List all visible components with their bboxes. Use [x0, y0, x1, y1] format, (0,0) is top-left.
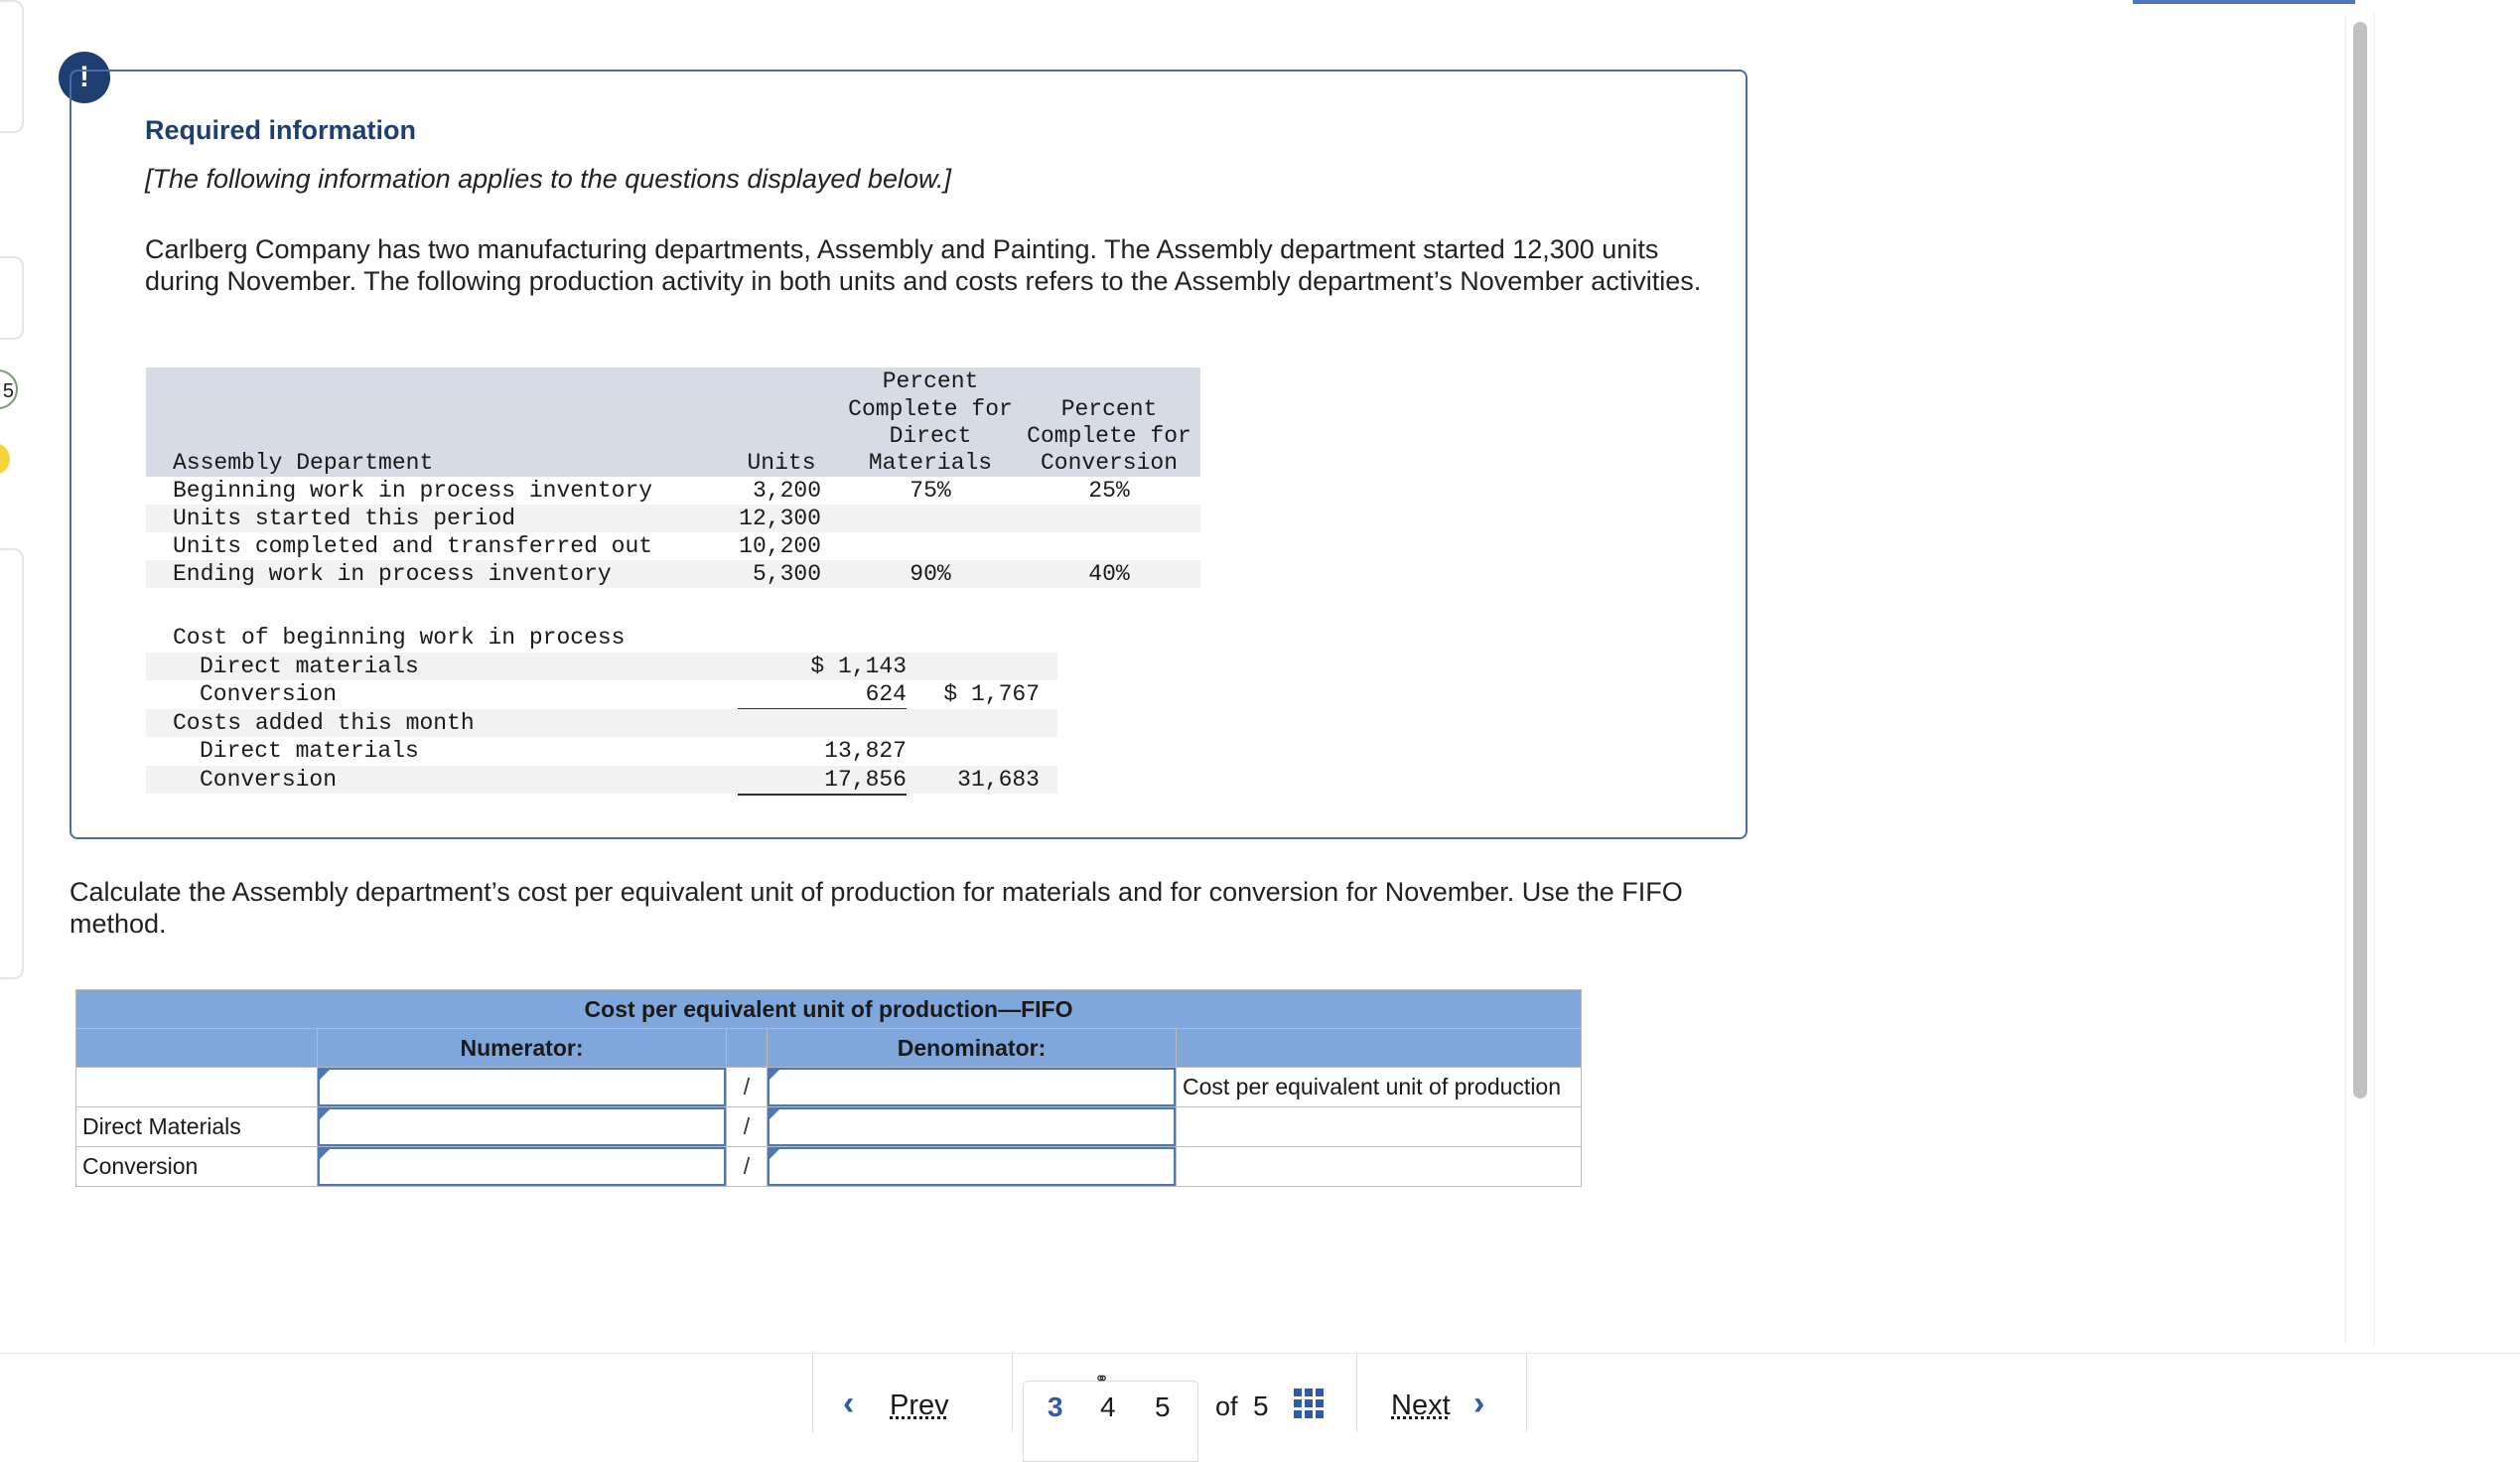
row-units: 5,300	[752, 561, 821, 587]
row-conv: 40%	[1088, 561, 1130, 587]
status-dot	[0, 443, 10, 475]
dm-denominator-input[interactable]	[768, 1107, 1176, 1146]
row-dm: 75%	[910, 478, 951, 504]
cost-label: Cost of beginning work in process	[173, 625, 626, 651]
answer-row-conversion	[76, 1147, 1582, 1187]
conv-denominator-input[interactable]	[768, 1147, 1176, 1186]
cost-row	[146, 680, 1057, 709]
row-label: Units started this period	[173, 506, 516, 531]
cost-row	[146, 737, 1057, 766]
cost-row	[146, 709, 1057, 738]
cost-label: Direct materials	[200, 738, 419, 764]
production-row	[146, 477, 1200, 505]
row-units: 3,200	[752, 478, 821, 504]
of-label: of	[1215, 1391, 1238, 1421]
dropdown-indicator-icon	[770, 1109, 779, 1119]
question-text: Calculate the Assembly department’s cost per equivalent unit of production for materials and for conversion for November. Use the FIFO method.	[70, 877, 1683, 939]
header-dept: Assembly Department	[173, 450, 434, 476]
slash: /	[727, 1107, 768, 1147]
page-4[interactable]: 4	[1100, 1391, 1116, 1422]
conv-numerator-cell	[318, 1147, 727, 1187]
denominator-label-cell	[768, 1068, 1177, 1107]
prev-button[interactable]	[812, 1353, 1013, 1432]
production-activity-table	[146, 367, 1200, 588]
page-5[interactable]: 5	[1155, 1391, 1171, 1422]
dm-numerator-cell	[318, 1107, 727, 1147]
total-pages: 5	[1253, 1390, 1269, 1421]
slash: /	[727, 1068, 768, 1107]
dm-denominator-cell	[768, 1107, 1177, 1147]
dropdown-indicator-icon	[320, 1149, 330, 1159]
row-label: Direct Materials	[76, 1107, 318, 1147]
alert-icon: !	[59, 52, 110, 103]
row-label: Beginning work in process inventory	[173, 478, 653, 504]
next-button[interactable]	[1356, 1353, 1527, 1432]
header-conv-line: Percent	[1060, 396, 1158, 422]
numerator-header: Numerator:	[318, 1029, 727, 1068]
cost-row	[146, 766, 1057, 795]
conv-result	[1177, 1147, 1582, 1187]
next-label: Next	[1391, 1389, 1451, 1421]
chevron-left-icon: ‹	[843, 1385, 855, 1422]
cost-label: Conversion	[200, 766, 338, 793]
top-tab-indicator	[2133, 0, 2355, 4]
slash-header	[727, 1029, 768, 1068]
sidebar-card	[0, 548, 24, 979]
row-dm: 90%	[910, 561, 951, 587]
cost-col1: 624	[738, 680, 907, 710]
footer-divider	[0, 1353, 2520, 1354]
question-number-badge[interactable]: 5	[0, 369, 18, 409]
production-row	[146, 532, 1200, 560]
production-table-header	[146, 367, 1200, 477]
denominator-label-input[interactable]	[768, 1068, 1176, 1106]
row-label: Conversion	[76, 1147, 318, 1187]
header-dm-line: Materials	[868, 450, 993, 476]
required-info-subtitle: [The following information applies to the questions displayed below.]	[145, 164, 951, 194]
answer-row-header	[76, 1068, 1582, 1107]
header-units: Units	[747, 450, 816, 476]
row-label: Units completed and transferred out	[173, 533, 653, 559]
answer-table	[75, 989, 1582, 1187]
dropdown-indicator-icon	[770, 1070, 779, 1080]
row-units: 10,200	[739, 533, 821, 559]
result-header	[1177, 1029, 1582, 1068]
cost-col1: 17,856	[738, 766, 907, 796]
blank-header	[76, 1029, 318, 1068]
numerator-label-input[interactable]	[318, 1068, 726, 1106]
row-conv: 25%	[1088, 478, 1130, 504]
page-selector[interactable]	[1023, 1381, 1198, 1462]
required-info-title: Required information	[145, 115, 417, 145]
header-dm-line: Percent	[882, 368, 979, 394]
header-conv-line: Conversion	[1040, 450, 1179, 476]
cost-table	[146, 624, 1057, 794]
left-sidebar-fragment	[0, 0, 30, 1420]
answer-table-title-row	[76, 990, 1582, 1029]
cost-row	[146, 653, 1057, 681]
required-info-paragraph: Carlberg Company has two manufacturing departments, Assembly and Painting. The Assembly department started 12,300 units during November. The following production activity in both units and costs refers to the Assembly department’s November activities.	[145, 234, 1702, 296]
link-icon: ⚭	[1094, 1369, 1110, 1389]
header-dm-line: Direct	[889, 423, 972, 449]
dm-result	[1177, 1107, 1582, 1147]
production-row	[146, 505, 1200, 532]
cost-row	[146, 624, 1057, 653]
row-label	[76, 1068, 318, 1107]
header-conv-line: Complete for	[1027, 423, 1191, 449]
row-units: 12,300	[739, 506, 821, 531]
cost-col1: $ 1,143	[810, 653, 907, 679]
dm-numerator-input[interactable]	[318, 1107, 726, 1146]
answer-table-title: Cost per equivalent unit of production—FIFO	[76, 990, 1582, 1029]
numerator-label-cell	[318, 1068, 727, 1107]
slash: /	[727, 1147, 768, 1187]
cost-col1: 13,827	[824, 738, 907, 764]
cost-col2: 31,683	[957, 766, 1040, 793]
header-dm-line: Complete for	[848, 396, 1013, 422]
dropdown-indicator-icon	[770, 1149, 779, 1159]
denominator-header: Denominator:	[768, 1029, 1177, 1068]
cost-label: Conversion	[200, 681, 338, 707]
grid-view-icon[interactable]	[1294, 1389, 1324, 1418]
answer-table-subheader-row	[76, 1029, 1582, 1068]
conv-denominator-cell	[768, 1147, 1177, 1187]
scrollbar-thumb[interactable]	[2353, 22, 2367, 1098]
cost-label: Direct materials	[200, 653, 419, 679]
result-label: Cost per equivalent unit of production	[1177, 1068, 1582, 1107]
conv-numerator-input[interactable]	[318, 1147, 726, 1186]
chevron-right-icon: ›	[1473, 1385, 1485, 1422]
production-row	[146, 560, 1200, 588]
prev-label: Prev	[890, 1389, 949, 1421]
page-3[interactable]: 3	[1048, 1391, 1063, 1422]
sidebar-card	[0, 0, 24, 133]
cost-col2: $ 1,767	[943, 681, 1040, 707]
sidebar-card	[0, 256, 24, 340]
answer-row-direct-materials	[76, 1107, 1582, 1147]
dropdown-indicator-icon	[320, 1109, 330, 1119]
row-label: Ending work in process inventory	[173, 561, 612, 587]
cost-label: Costs added this month	[173, 709, 475, 736]
dropdown-indicator-icon	[320, 1070, 330, 1080]
